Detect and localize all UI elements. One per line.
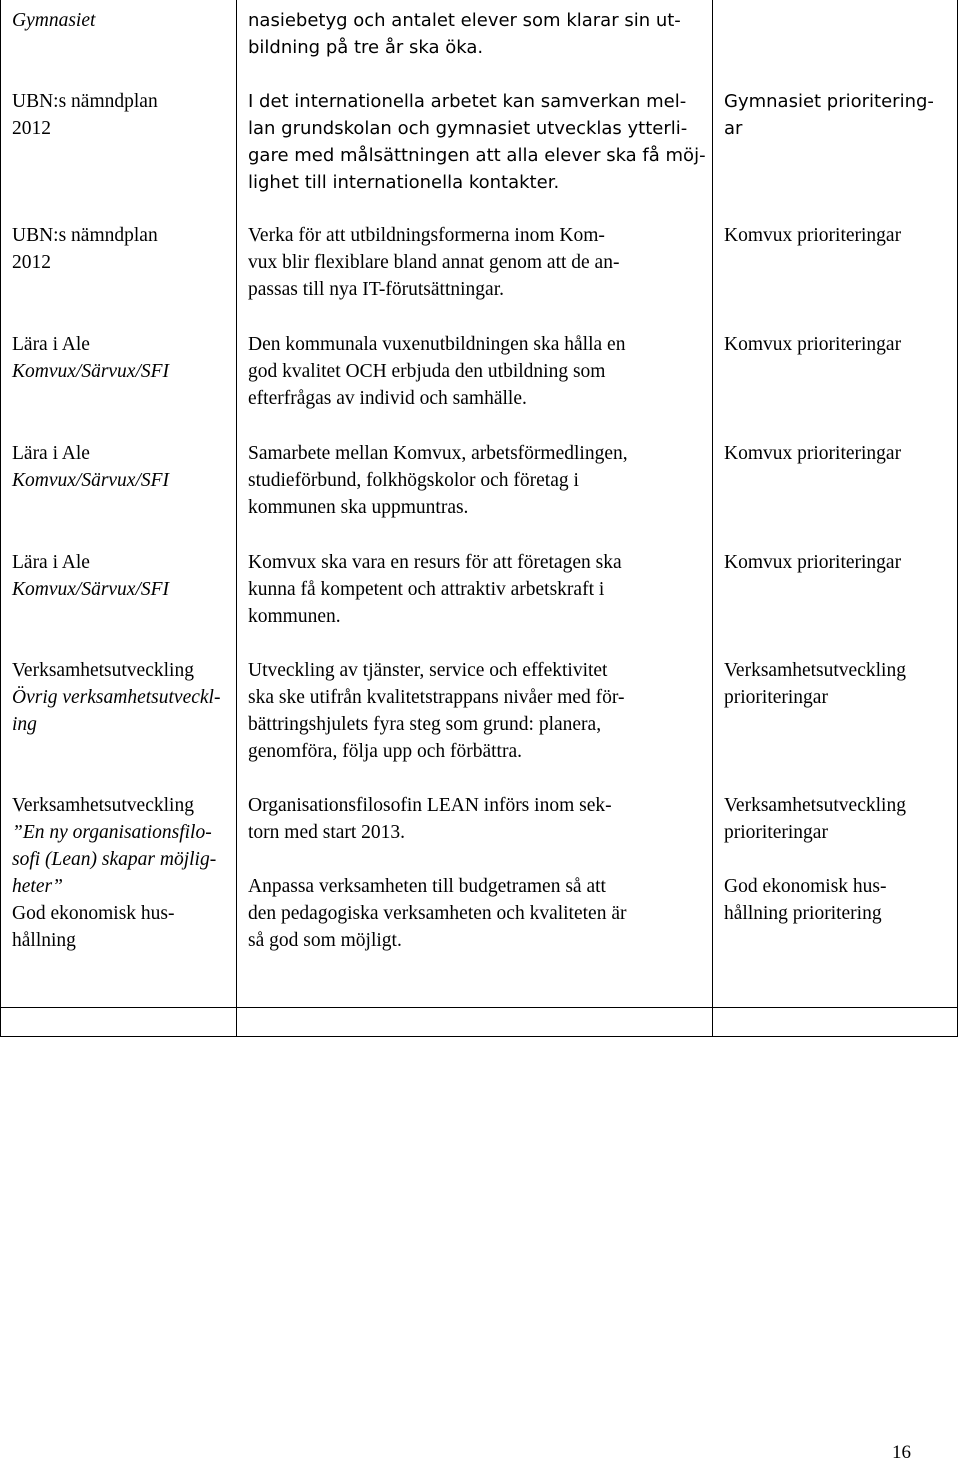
table-row-divider xyxy=(0,1007,958,1008)
table-cell-description: Den kommunala vuxenutbildningen ska hålla en god kvalitet OCH erbjuda den utbildning som efterfrågas av individ och samhälle. xyxy=(248,334,626,409)
table-cell-category: Verksamhetsutveckling ”En ny organisationsfilo- sofi (Lean) skapar möjlig- heter” God ekonomisk hus- hållning xyxy=(12,795,217,951)
table-cell-description: I det internationella arbetet kan samverkan mel- lan grundskolan och gymnasiet utvecklas ytterli- gare med målsättningen att alla elever ska få möj- lighet till internationella kontakter. xyxy=(248,91,706,193)
table-divider-2 xyxy=(712,0,713,1037)
table-cell-category: UBN:s nämndplan 2012 xyxy=(12,91,158,139)
table-cell-category: Lära i Ale Komvux/Särvux/SFI xyxy=(12,334,170,382)
page-number: 16 xyxy=(892,1442,911,1463)
table-cell-description: Organisationsfilosofin LEAN införs inom sek- torn med start 2013. Anpassa verksamheten till budgetramen så att den pedagogiska verksamheten och kvaliteten är så god som möjligt. xyxy=(248,795,627,951)
table-border-bottom xyxy=(0,1036,958,1037)
table-cell-category: Lära i Ale Komvux/Särvux/SFI xyxy=(12,552,170,600)
table-cell-category: Lära i Ale Komvux/Särvux/SFI xyxy=(12,443,170,491)
table-cell-priority: Komvux prioriteringar xyxy=(724,552,902,573)
table-cell-category: UBN:s nämndplan 2012 xyxy=(12,225,158,273)
table-divider-1 xyxy=(236,0,237,1037)
table-cell-priority: Verksamhetsutveckling prioriteringar God ekonomisk hus- hållning prioritering xyxy=(724,795,906,924)
table-cell-priority: Komvux prioriteringar xyxy=(724,334,902,355)
table-cell-category: Verksamhetsutveckling Övrig verksamhetsutveckl- ing xyxy=(12,660,221,735)
table-border-left xyxy=(0,0,1,1037)
table-cell-description: Utveckling av tjänster, service och effektivitet ska ske utifrån kvalitetstrappans nivåer med för- bättringshjulets fyra steg som grund: planera, genomföra, följa upp och förbättra. xyxy=(248,660,625,762)
table-cell-category: Gymnasiet xyxy=(12,10,96,31)
table-border-right xyxy=(957,0,958,1037)
table-cell-description: Samarbete mellan Komvux, arbetsförmedlingen, studieförbund, folkhögskolor och företag i kommunen ska uppmuntras. xyxy=(248,443,628,518)
table-cell-description: nasiebetyg och antalet elever som klarar sin ut- bildning på tre år ska öka. xyxy=(248,10,681,58)
table-cell-priority: Komvux prioriteringar xyxy=(724,225,902,246)
table-cell-priority: Verksamhetsutveckling prioriteringar xyxy=(724,660,906,708)
table-cell-description: Verka för att utbildningsformerna inom Kom- vux blir flexiblare bland annat genom att de an- passas till nya IT-förutsättningar. xyxy=(248,225,620,300)
table-cell-priority: Komvux prioriteringar xyxy=(724,443,902,464)
table-cell-priority: Gymnasiet prioritering- ar xyxy=(724,91,934,139)
table-cell-description: Komvux ska vara en resurs för att företagen ska kunna få kompetent och attraktiv arbetskraft i kommunen. xyxy=(248,552,622,627)
